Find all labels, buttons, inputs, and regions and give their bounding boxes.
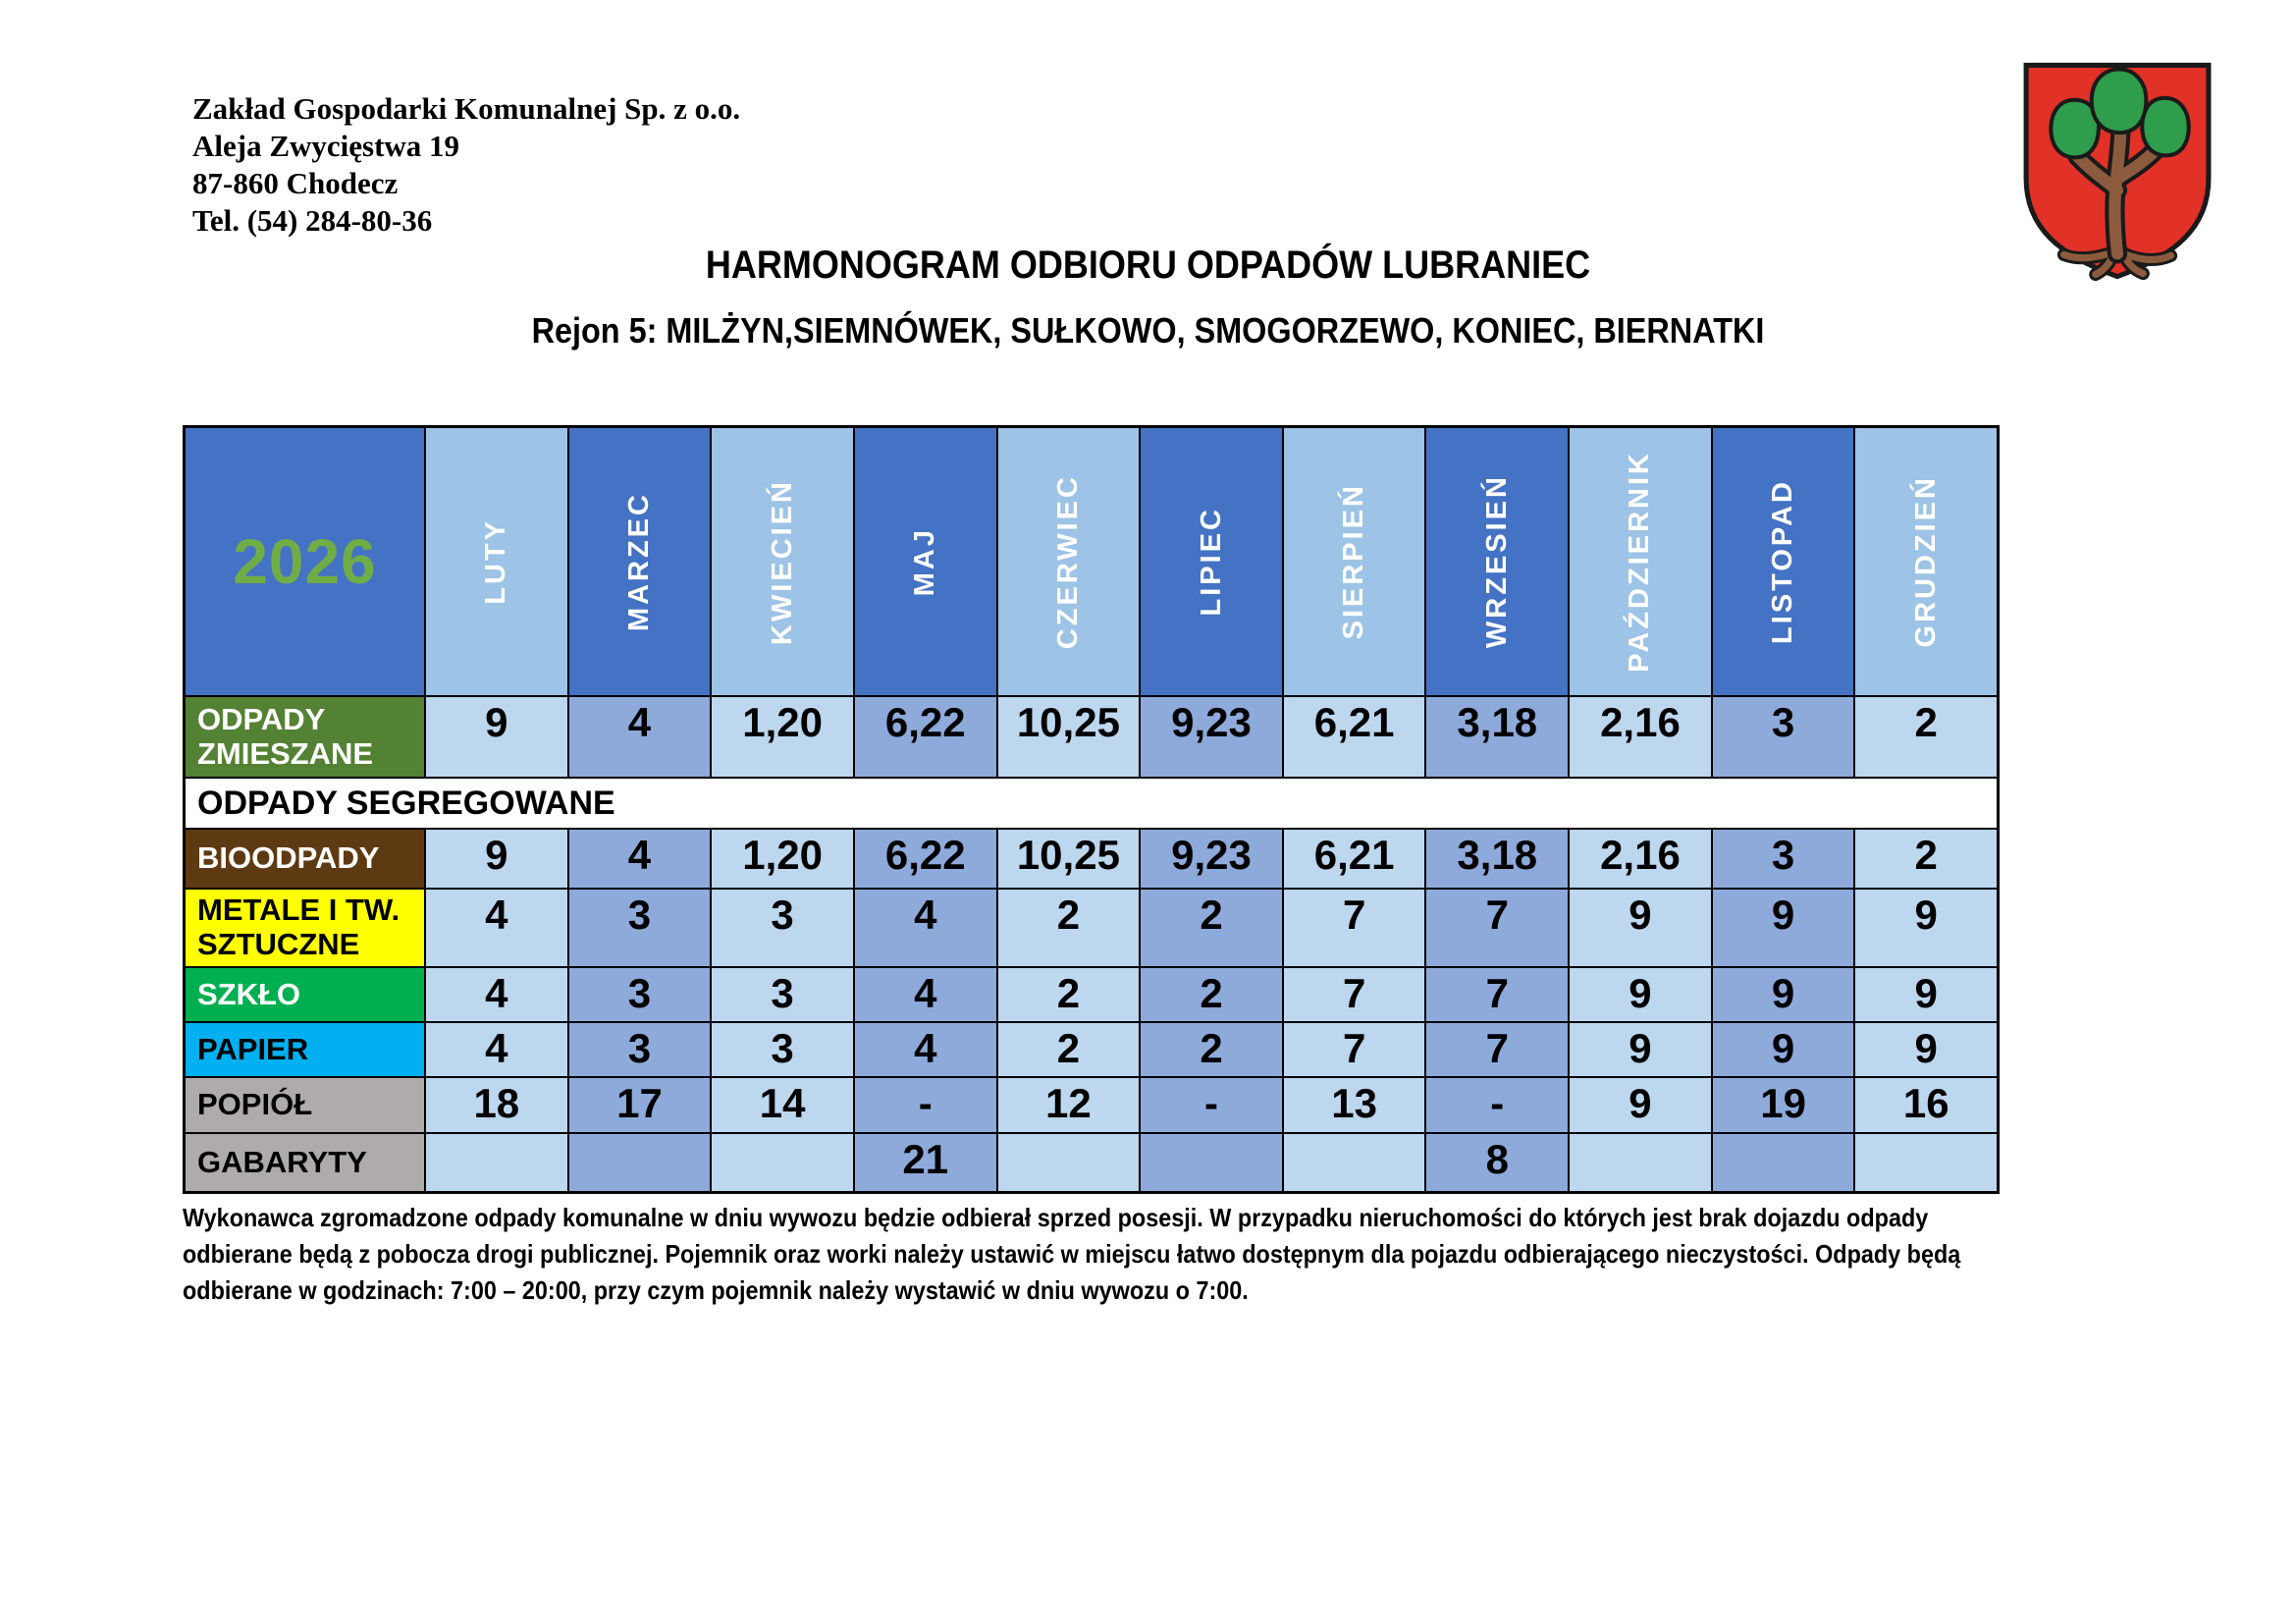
- month-header: [426, 428, 569, 697]
- month-header-label: LIPIEC: [1195, 507, 1227, 617]
- row-label: GABARYTY: [186, 1134, 426, 1191]
- value-cell: [712, 1134, 855, 1191]
- value-cell: 2: [1855, 830, 1997, 890]
- value-cell: [426, 1134, 569, 1191]
- value-cell: 4: [426, 968, 569, 1023]
- row-label: POPIÓŁ: [186, 1078, 426, 1134]
- value-cell: 3: [712, 968, 855, 1023]
- value-cell: -: [1426, 1078, 1570, 1134]
- footer-line: Wykonawca zgromadzone odpady komunalne w dniu wywozu będzie odbierał sprzed posesji. W przypadku nieruchomości do których jest brak dojazdu odpady: [183, 1203, 1929, 1232]
- value-cell: 16: [1855, 1078, 1997, 1134]
- value-cell: 14: [712, 1078, 855, 1134]
- month-header: [712, 428, 855, 697]
- value-cell: 4: [569, 697, 713, 779]
- month-header-label: CZERWIEC: [1051, 473, 1084, 650]
- row-label: PAPIER: [186, 1023, 426, 1078]
- value-cell: [1284, 1134, 1427, 1191]
- value-cell: 9: [1570, 890, 1713, 968]
- table-row: [186, 1078, 1997, 1134]
- value-cell: 7: [1426, 968, 1570, 1023]
- row-label: ODPADY ZMIESZANE: [186, 697, 426, 779]
- value-cell: 10,25: [998, 830, 1142, 890]
- value-cell: 3: [569, 890, 713, 968]
- value-cell: 9: [426, 697, 569, 779]
- table-row: [186, 830, 1997, 890]
- value-cell: 2: [1141, 1023, 1284, 1078]
- footer-line: odbierane będą z pobocza drogi publicznej. Pojemnik oraz worki należy ustawić w miejscu łatwo dostępnym dla pojazdu odbierającego nieczystości. Odpady będą: [183, 1239, 1961, 1269]
- month-header-label: LUTY: [480, 518, 512, 605]
- table-row: [186, 1134, 1997, 1191]
- value-cell: 17: [569, 1078, 713, 1134]
- value-cell: 3: [569, 1023, 713, 1078]
- month-header: [1855, 428, 1997, 697]
- value-cell: 19: [1713, 1078, 1856, 1134]
- company-name: Zakład Gospodarki Komunalnej Sp. z o.o.: [192, 91, 741, 126]
- month-header-label: LISTOPAD: [1767, 479, 1799, 644]
- row-label: SZKŁO: [186, 968, 426, 1023]
- company-city: 87-860 Chodecz: [192, 166, 399, 200]
- table-row: [186, 1023, 1997, 1078]
- value-cell: 3,18: [1426, 830, 1570, 890]
- value-cell: 3,18: [1426, 697, 1570, 779]
- month-header: [1284, 428, 1427, 697]
- schedule-table: [183, 425, 2000, 1194]
- value-cell: 9,23: [1141, 697, 1284, 779]
- value-cell: 18: [426, 1078, 569, 1134]
- month-header-label: SIERPIEŃ: [1338, 483, 1370, 640]
- value-cell: [1713, 1134, 1856, 1191]
- value-cell: -: [1141, 1078, 1284, 1134]
- value-cell: 3: [712, 890, 855, 968]
- value-cell: 2,16: [1570, 697, 1713, 779]
- value-cell: 9: [1855, 1023, 1997, 1078]
- value-cell: 2: [998, 1023, 1142, 1078]
- value-cell: 6,21: [1284, 830, 1427, 890]
- year-cell: 2026: [186, 428, 426, 697]
- row-label: BIOODPADY: [186, 830, 426, 890]
- value-cell: 3: [1713, 697, 1856, 779]
- value-cell: 9: [1713, 890, 1856, 968]
- value-cell: 7: [1284, 968, 1427, 1023]
- value-cell: 9: [1713, 1023, 1856, 1078]
- value-cell: 7: [1284, 890, 1427, 968]
- value-cell: 9: [1570, 968, 1713, 1023]
- month-header-label: GRUDZIEŃ: [1909, 475, 1942, 648]
- value-cell: 2: [998, 890, 1142, 968]
- value-cell: 10,25: [998, 697, 1142, 779]
- value-cell: 4: [855, 968, 998, 1023]
- value-cell: [1570, 1134, 1713, 1191]
- company-address: [192, 90, 740, 240]
- company-street: Aleja Zwycięstwa 19: [192, 129, 460, 163]
- value-cell: 4: [426, 1023, 569, 1078]
- value-cell: 1,20: [712, 697, 855, 779]
- table-header-row: [186, 428, 1997, 697]
- month-header-label: PAŹDZIERNIK: [1624, 451, 1656, 673]
- month-header: [998, 428, 1142, 697]
- month-header: [1713, 428, 1856, 697]
- value-cell: 6,22: [855, 697, 998, 779]
- value-cell: 9: [426, 830, 569, 890]
- month-header-label: KWIECIEŃ: [766, 478, 798, 645]
- row-label: METALE I TW. SZTUCZNE: [186, 890, 426, 968]
- value-cell: [1855, 1134, 1997, 1191]
- value-cell: 4: [855, 1023, 998, 1078]
- value-cell: 4: [426, 890, 569, 968]
- value-cell: 9: [1855, 968, 1997, 1023]
- value-cell: 2,16: [1570, 830, 1713, 890]
- value-cell: 9: [1855, 890, 1997, 968]
- month-header: [1570, 428, 1713, 697]
- value-cell: -: [855, 1078, 998, 1134]
- value-cell: 3: [1713, 830, 1856, 890]
- section-row: [186, 779, 1997, 830]
- value-cell: 7: [1426, 1023, 1570, 1078]
- value-cell: 7: [1284, 1023, 1427, 1078]
- value-cell: [1141, 1134, 1284, 1191]
- month-header: [855, 428, 998, 697]
- value-cell: 9: [1713, 968, 1856, 1023]
- value-cell: 4: [855, 890, 998, 968]
- value-cell: 6,21: [1284, 697, 1427, 779]
- value-cell: 3: [712, 1023, 855, 1078]
- value-cell: 21: [855, 1134, 998, 1191]
- month-header-label: MAJ: [909, 526, 941, 597]
- month-header-label: WRZESIEŃ: [1480, 474, 1513, 649]
- value-cell: 2: [998, 968, 1142, 1023]
- table-row: [186, 968, 1997, 1023]
- value-cell: 2: [1141, 890, 1284, 968]
- month-header-label: MARZEC: [622, 491, 655, 632]
- value-cell: 6,22: [855, 830, 998, 890]
- page-subtitle: Rejon 5: MILŻYN,SIEMNÓWEK, SUŁKOWO, SMOGORZEWO, KONIEC, BIERNATKI: [531, 310, 1765, 351]
- value-cell: 7: [1426, 890, 1570, 968]
- value-cell: 2: [1141, 968, 1284, 1023]
- value-cell: 9,23: [1141, 830, 1284, 890]
- table-row: [186, 697, 1997, 779]
- value-cell: 1,20: [712, 830, 855, 890]
- value-cell: 9: [1570, 1023, 1713, 1078]
- value-cell: 4: [569, 830, 713, 890]
- value-cell: 12: [998, 1078, 1142, 1134]
- value-cell: [569, 1134, 713, 1191]
- section-label: ODPADY SEGREGOWANE: [186, 779, 1997, 830]
- footer-note: [183, 1200, 2159, 1309]
- footer-line: odbierane w godzinach: 7:00 – 20:00, przy czym pojemnik należy wystawić w dniu wywozu o 7:00.: [183, 1275, 1249, 1305]
- value-cell: 2: [1855, 697, 1997, 779]
- value-cell: 13: [1284, 1078, 1427, 1134]
- value-cell: 3: [569, 968, 713, 1023]
- value-cell: [998, 1134, 1142, 1191]
- value-cell: 9: [1570, 1078, 1713, 1134]
- month-header: [1141, 428, 1284, 697]
- company-phone: Tel. (54) 284-80-36: [192, 203, 433, 238]
- month-header: [1426, 428, 1570, 697]
- value-cell: 8: [1426, 1134, 1570, 1191]
- month-header: [569, 428, 713, 697]
- page-title: HARMONOGRAM ODBIORU ODPADÓW LUBRANIEC: [705, 244, 1591, 287]
- table-row: [186, 890, 1997, 968]
